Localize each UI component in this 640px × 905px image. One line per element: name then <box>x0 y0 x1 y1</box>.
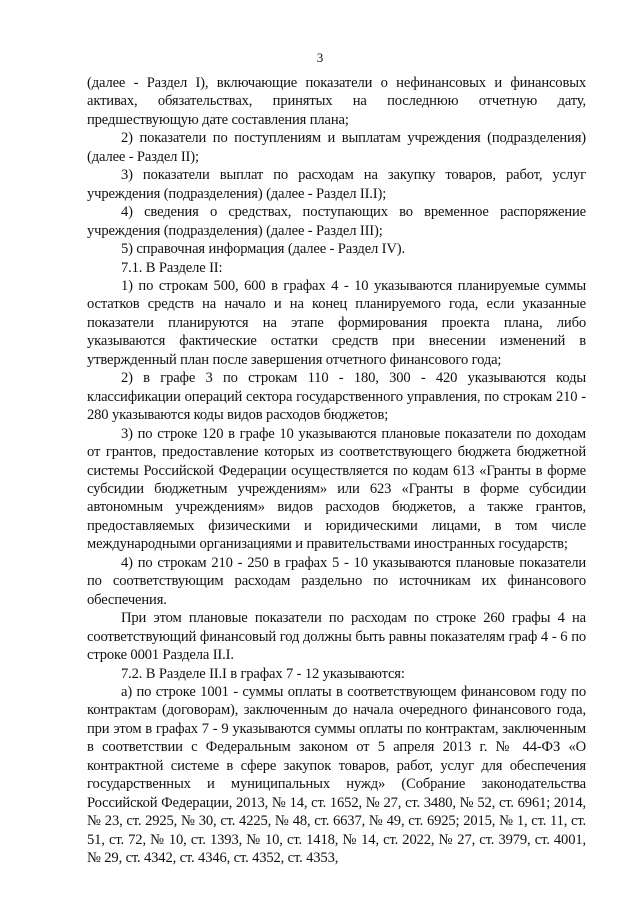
document-body <box>87 74 586 867</box>
paragraph-item-3: 3) показатели выплат по расходам на закупку товаров, работ, услуг учреждения (подразделения) (далее - Раздел II.I); <box>87 167 586 202</box>
paragraph-7-2-heading: 7.2. В Разделе II.I в графах 7 - 12 указываются: <box>121 665 405 682</box>
paragraph-item-5: 5) справочная информация (далее - Раздел IV). <box>121 241 405 258</box>
paragraph-7-1-item-4: 4) по строкам 210 - 250 в графах 5 - 10 указываются плановые показатели по соответствующим расходам раздельно по источникам их финансового обеспечения. <box>87 554 586 608</box>
paragraph-item-4: 4) сведения о средствах, поступающих во временное распоряжение учреждения (подразделения) (далее - Раздел III); <box>87 204 586 239</box>
paragraph-7-1-item-3: 3) по строке 120 в графе 10 указываются плановые показатели по доходам от грантов, предоставление которых из соответствующего бюджета бюджетной системы Российской Федерации осуществляется по кодам 613 «Гранты в форме субсидии бюджетным учреждениям» или 623 «Гранты в форме субсидии автономным учреждениям» видов расходов бюджетов, а также грантов, предоставляемых физическими и юридическими лицами, в том числе международными организациями и правительствами иностранных государств; <box>87 425 586 553</box>
paragraph-7-1-item-1: 1) по строкам 500, 600 в графах 4 - 10 указываются планируемые суммы остатков средств на начало и на конец планируемого года, если указанные показатели планируются на этапе формирования проекта плана, либо указываются фактические остатки средств при внесении изменений в утвержденный план после завершения отчетного финансового года; <box>87 277 586 368</box>
paragraph-section-1-continuation: (далее - Раздел I), включающие показатели о нефинансовых и финансовых активах, обязательствах, принятых на последнюю отчетную дату, предшествующую дате составления плана; <box>87 75 586 128</box>
paragraph-item-2: 2) показатели по поступлениям и выплатам учреждения (подразделения) (далее - Раздел II); <box>87 130 586 165</box>
paragraph-line-260-note: При этом плановые показатели по расходам по строке 260 графы 4 на соответствующий финансовый год должны быть равны показателям граф 4 - 6 по строке 0001 Раздела II.I. <box>87 610 586 664</box>
paragraph-7-2-item-a: а) по строке 1001 - суммы оплаты в соответствующем финансовом году по контрактам (договорам), заключенным до начала очередного финансового года, при этом в графах 7 - 9 указываются суммы оплаты по контрактам, заключенным в соответствии с Федеральным законом от 5 апреля 2013 г. № 44-ФЗ «О контрактной системе в сфере закупок товаров, работ, услуг для обеспечения государственных и муниципальных нужд» (Собрание законодательства Российской Федерации, 2013, № 14, ст. 1652, № 27, ст. 3480, № 52, ст. 6961; 2014, № 23, ст. 2925, № 30, ст. 4225, № 48, ст. 6637, № 49, ст. 6925; 2015, № 1, ст. 11, ст. 51, ст. 72, № 10, ст. 1393, № 10, ст. 1418, № 14, ст. 2022, № 27, ст. 3979, ст. 4001, № 29, ст. 4342, ст. 4346, ст. 4352, ст. 4353, <box>87 683 586 867</box>
page-number: 3 <box>316 50 324 65</box>
paragraph-7-1-heading: 7.1. В Разделе II: <box>121 259 223 276</box>
paragraph-7-1-item-2: 2) в графе 3 по строкам 110 - 180, 300 - 420 указываются коды классификации операций сектора государственного управления, по строкам 210 - 280 указываются коды видов расходов бюджетов; <box>87 370 586 424</box>
